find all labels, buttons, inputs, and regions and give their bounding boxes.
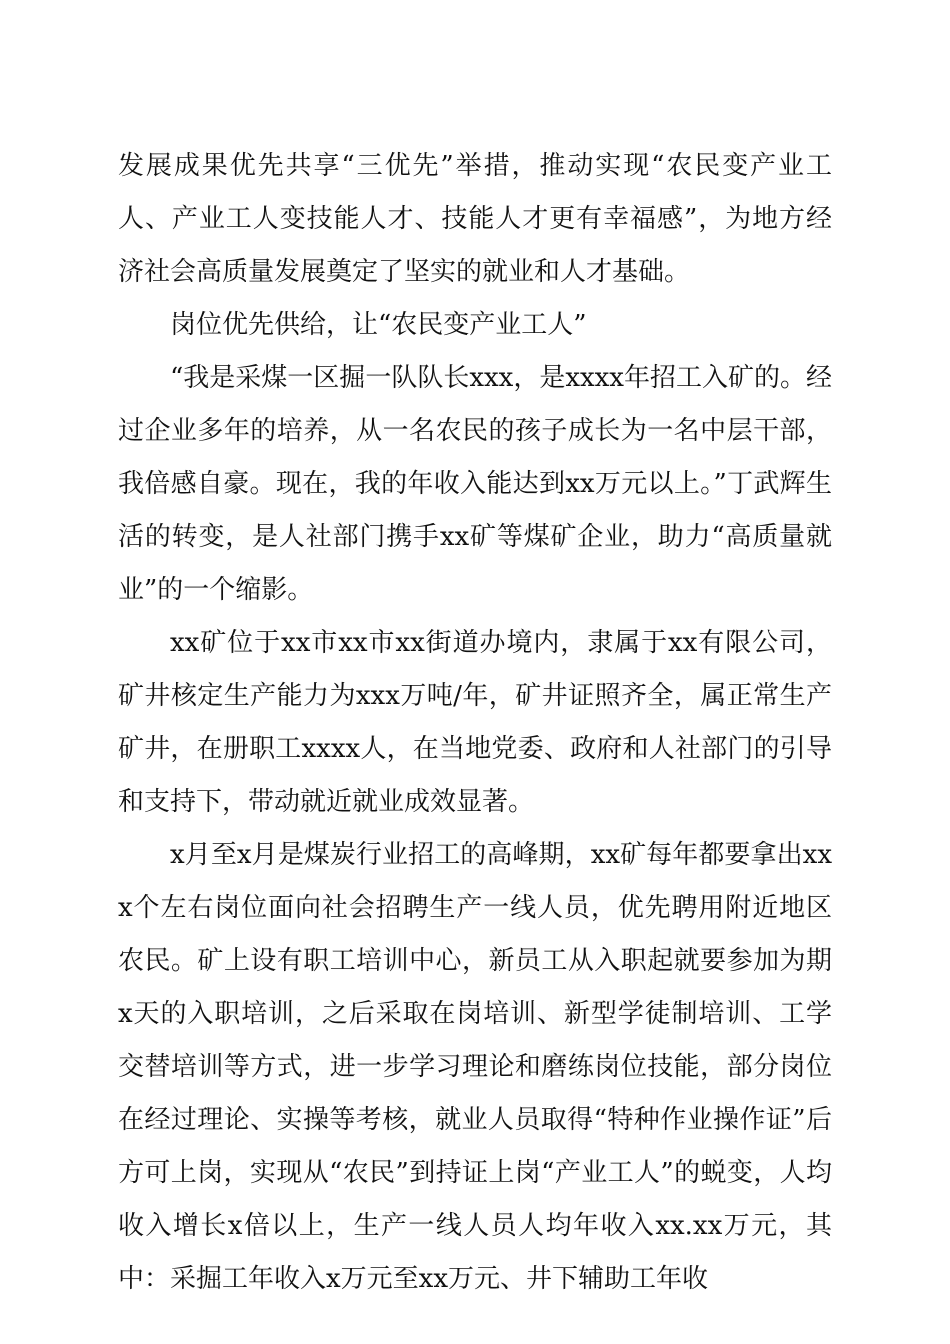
paragraph-mine-intro: xx矿位于xx市xx市xx街道办境内，隶属于xx有限公司，矿井核定生产能力为xxx万吨/年，矿井证照齐全，属正常生产矿井，在册职工xxxx人，在当地党委、政府和人社部门的引导和支持下，带动就近就业成效显著。 — [118, 628, 832, 817]
section-heading: 岗位优先供给，让“农民变产业工人” — [170, 310, 587, 340]
paragraph-1: 发展成果优先共享“三优先”举措，推动实现“农民变产业工人、产业工人变技能人才、技能人才更有幸福感”，为地方经济社会高质量发展奠定了坚实的就业和人才基础。 — [118, 151, 832, 287]
document-page — [118, 140, 832, 1306]
paragraph-recruitment: x月至x月是煤炭行业招工的高峰期，xx矿每年都要拿出xxx个左右岗位面向社会招聘生产一线人员，优先聘用附近地区农民。矿上设有职工培训中心，新员工从入职起就要参加为期x天的入职培训，之后采取在岗培训、新型学徒制培训、工学交替培训等方式，进一步学习理论和磨练岗位技能，部分岗位在经过理论、实操等考核，就业人员取得“特种作业操作证”后方可上岗，实现从“农民”到持证上岗“产业工人”的蜕变，人均收入增长x倍以上，生产一线人员人均年收入xx.xx万元，其中：采掘工年收入x万元至xx万元、井下辅助工年收 — [118, 840, 832, 1294]
paragraph-quote: “我是采煤一区掘一队队长xxx，是xxxx年招工入矿的。经过企业多年的培养，从一名农民的孩子成长为一名中层干部，我倍感自豪。现在，我的年收入能达到xx万元以上。”丁武辉生活的转变，是人社部门携手xx矿等煤矿企业，助力“高质量就业”的一个缩影。 — [118, 363, 832, 605]
